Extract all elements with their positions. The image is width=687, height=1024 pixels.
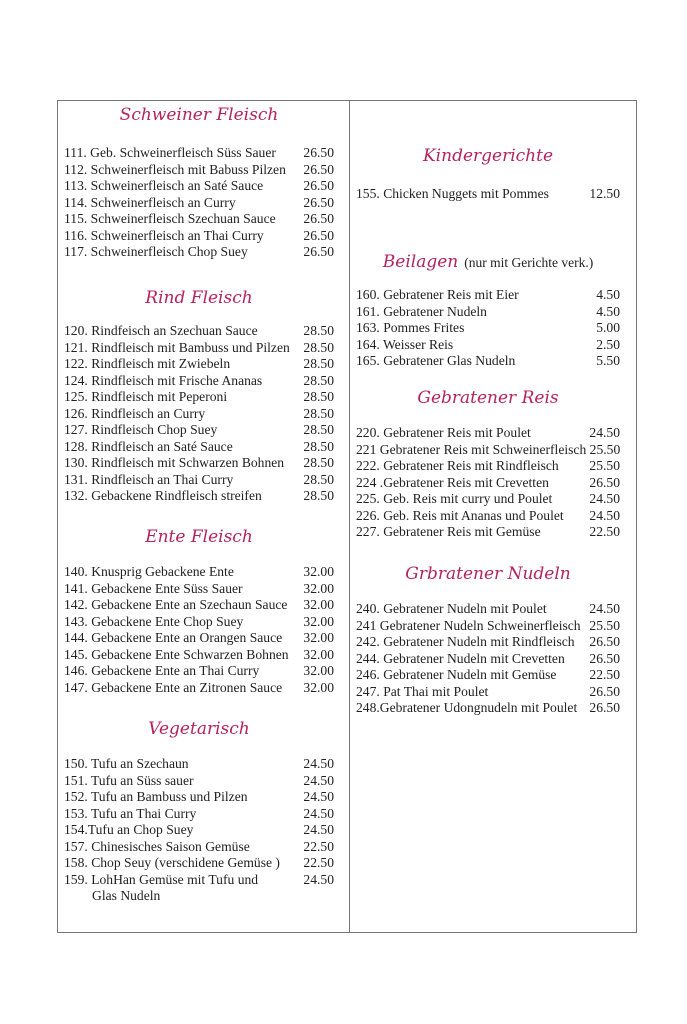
menu-item bbox=[64, 680, 334, 697]
section-title: Kindergerichte bbox=[422, 146, 554, 166]
menu-item bbox=[64, 614, 334, 631]
menu-item bbox=[356, 618, 620, 635]
item-name: 222. Gebratener Reis mit Rindfleisch bbox=[356, 458, 559, 473]
section-heading bbox=[64, 525, 334, 549]
menu-item bbox=[64, 228, 334, 245]
menu-item bbox=[356, 667, 620, 684]
item-name: 248.Gebratener Udongnudeln mit Poulet bbox=[356, 700, 578, 715]
menu-item bbox=[64, 806, 334, 823]
item-list bbox=[64, 145, 334, 261]
item-name: 226. Geb. Reis mit Ananas und Poulet bbox=[356, 507, 564, 523]
menu-item bbox=[64, 789, 334, 806]
menu-item bbox=[64, 439, 334, 456]
item-name: 221 Gebratener Reis mit Schweinerfleisch bbox=[356, 441, 587, 457]
item-price: 32.00 bbox=[303, 613, 334, 629]
menu-item bbox=[64, 178, 334, 195]
menu-item bbox=[64, 162, 334, 179]
section-heading bbox=[356, 250, 620, 274]
menu-item bbox=[64, 855, 334, 872]
item-name: 163. Pommes Frites bbox=[356, 320, 465, 335]
item-name: 121. Rindfleisch mit Bambuss und Pilzen bbox=[64, 339, 290, 355]
item-name: 128. Rindfleisch an Saté Sauce bbox=[64, 438, 233, 454]
item-name: 144. Gebackene Ente an Orangen Sauce bbox=[64, 630, 283, 645]
section-title: Ente Fleisch bbox=[145, 527, 253, 547]
section-title: Beilagen bbox=[382, 252, 459, 272]
item-name: 150. Tufu an Szechaun bbox=[64, 756, 189, 771]
item-name: 115. Schweinerfleisch Szechuan Sauce bbox=[64, 211, 276, 226]
item-price: 26.50 bbox=[303, 178, 334, 193]
menu-item bbox=[64, 888, 334, 905]
item-list bbox=[356, 186, 620, 203]
item-price: 24.50 bbox=[303, 822, 334, 837]
item-price: 22.50 bbox=[589, 667, 620, 682]
item-price: 24.50 bbox=[303, 871, 334, 887]
section-ente bbox=[64, 525, 334, 696]
item-price: 24.50 bbox=[589, 601, 620, 616]
menu-item bbox=[64, 323, 334, 340]
menu-item bbox=[356, 320, 620, 337]
column-divider bbox=[349, 100, 350, 933]
menu-item bbox=[64, 211, 334, 228]
item-price: 26.50 bbox=[303, 244, 334, 259]
section-beilagen bbox=[356, 250, 620, 370]
item-price: 32.00 bbox=[303, 580, 334, 596]
menu-item bbox=[64, 488, 334, 505]
section-rind bbox=[64, 286, 334, 505]
item-name: 112. Schweinerfleisch mit Babuss Pilzen bbox=[64, 161, 286, 177]
menu-item bbox=[64, 822, 334, 839]
item-price: 5.50 bbox=[596, 353, 620, 368]
menu-item bbox=[356, 684, 620, 701]
menu-item bbox=[64, 630, 334, 647]
section-title: Schweiner Fleisch bbox=[119, 105, 279, 125]
item-name: 159. LohHan Gemüse mit Tufu und bbox=[64, 871, 259, 887]
item-price: 24.50 bbox=[303, 756, 334, 771]
menu-item bbox=[64, 663, 334, 680]
item-list bbox=[356, 601, 620, 717]
menu-item bbox=[356, 287, 620, 304]
item-name: 111. Geb. Schweinerfleisch Süss Sauer bbox=[64, 145, 276, 160]
section-title: Gebratener Reis bbox=[417, 388, 559, 408]
item-name: 125. Rindfleisch mit Peperoni bbox=[64, 389, 228, 404]
menu-item bbox=[64, 422, 334, 439]
item-price: 25.50 bbox=[589, 617, 620, 633]
item-price: 32.00 bbox=[303, 646, 334, 662]
menu-item bbox=[356, 186, 620, 203]
item-name: 244. Gebratener Nudeln mit Crevetten bbox=[356, 650, 565, 666]
item-price: 26.50 bbox=[303, 194, 334, 210]
menu-item bbox=[356, 458, 620, 475]
menu-item bbox=[64, 145, 334, 162]
item-price: 2.50 bbox=[596, 336, 620, 352]
section-reis bbox=[356, 386, 620, 541]
menu-item bbox=[356, 425, 620, 442]
menu-item bbox=[356, 304, 620, 321]
item-price bbox=[300, 888, 334, 905]
menu-item bbox=[64, 455, 334, 472]
item-price: 28.50 bbox=[303, 488, 334, 503]
section-heading bbox=[356, 562, 620, 586]
item-price: 4.50 bbox=[596, 303, 620, 319]
item-name: 164. Weisser Reis bbox=[356, 336, 454, 352]
item-name: 145. Gebackene Ente Schwarzen Bohnen bbox=[64, 646, 289, 662]
menu-item bbox=[356, 524, 620, 541]
menu-item bbox=[356, 634, 620, 651]
menu-item bbox=[64, 581, 334, 598]
item-list bbox=[64, 756, 334, 905]
section-title: Grbratener Nudeln bbox=[405, 564, 571, 584]
item-name: 225. Geb. Reis mit curry und Poulet bbox=[356, 491, 553, 506]
item-price: 26.50 bbox=[303, 227, 334, 243]
item-price: 25.50 bbox=[589, 441, 621, 457]
item-price: 22.50 bbox=[303, 838, 334, 854]
item-name: 132. Gebackene Rindfleisch streifen bbox=[64, 488, 262, 503]
item-price: 12.50 bbox=[589, 186, 620, 201]
item-name: 124. Rindfleisch mit Frische Ananas bbox=[64, 372, 263, 388]
item-price: 22.50 bbox=[589, 524, 620, 539]
item-name: 114. Schweinerfleisch an Curry bbox=[64, 194, 236, 210]
item-name: 165. Gebratener Glas Nudeln bbox=[356, 353, 516, 368]
item-price: 28.50 bbox=[303, 372, 334, 388]
menu-item bbox=[64, 389, 334, 406]
item-price: 28.50 bbox=[303, 323, 334, 338]
section-note: (nur mit Gerichte verk.) bbox=[464, 255, 594, 270]
section-kinder bbox=[356, 144, 620, 203]
item-name: 158. Chop Seuy (verschidene Gemüse ) bbox=[64, 855, 280, 870]
item-name: 127. Rindfleisch Chop Suey bbox=[64, 422, 218, 437]
item-name: Glas Nudeln bbox=[92, 888, 161, 903]
item-name: 147. Gebackene Ente an Zitronen Sauce bbox=[64, 679, 283, 695]
item-price: 24.50 bbox=[303, 805, 334, 821]
item-name: 155. Chicken Nuggets mit Pommes bbox=[356, 186, 549, 201]
item-price: 4.50 bbox=[596, 287, 620, 302]
menu-item bbox=[64, 340, 334, 357]
item-name: 227. Gebratener Reis mit Gemüse bbox=[356, 524, 541, 539]
item-price: 32.00 bbox=[303, 663, 334, 678]
item-name: 131. Rindfleisch an Thai Curry bbox=[64, 471, 234, 487]
menu-item bbox=[356, 491, 620, 508]
item-name: 113. Schweinerfleisch an Saté Sauce bbox=[64, 178, 264, 193]
menu-item bbox=[356, 442, 620, 459]
menu-item bbox=[356, 700, 620, 717]
item-price: 22.50 bbox=[303, 855, 334, 870]
item-name: 161. Gebratener Nudeln bbox=[356, 303, 487, 319]
menu-item bbox=[64, 839, 334, 856]
item-price: 28.50 bbox=[303, 339, 334, 355]
item-price: 24.50 bbox=[589, 507, 620, 523]
item-name: 143. Gebackene Ente Chop Suey bbox=[64, 613, 244, 629]
section-heading bbox=[64, 717, 334, 741]
item-name: 157. Chinesisches Saison Gemüse bbox=[64, 838, 250, 854]
menu-item bbox=[64, 647, 334, 664]
menu-item bbox=[64, 356, 334, 373]
menu-item bbox=[356, 353, 620, 370]
item-name: 130. Rindfleisch mit Schwarzen Bohnen bbox=[64, 455, 285, 470]
item-price: 28.50 bbox=[303, 455, 334, 470]
item-price: 32.00 bbox=[303, 564, 334, 579]
item-name: 247. Pat Thai mit Poulet bbox=[356, 683, 489, 699]
menu-item bbox=[64, 373, 334, 390]
item-name: 224 .Gebratener Reis mit Crevetten bbox=[356, 474, 549, 490]
item-name: 240. Gebratener Nudeln mit Poulet bbox=[356, 601, 547, 616]
item-name: 116. Schweinerfleisch an Thai Curry bbox=[64, 227, 264, 243]
menu-item bbox=[64, 872, 334, 889]
item-price: 26.50 bbox=[303, 145, 334, 160]
section-schweiner bbox=[64, 103, 334, 261]
item-list bbox=[64, 564, 334, 696]
menu-item bbox=[356, 337, 620, 354]
item-name: 126. Rindfleisch an Curry bbox=[64, 405, 206, 421]
menu-item bbox=[64, 195, 334, 212]
item-price: 26.50 bbox=[589, 474, 620, 490]
menu-item bbox=[64, 406, 334, 423]
item-price: 24.50 bbox=[303, 789, 334, 804]
section-title: Rind Fleisch bbox=[145, 288, 253, 308]
item-name: 153. Tufu an Thai Curry bbox=[64, 805, 197, 821]
item-name: 146. Gebackene Ente an Thai Curry bbox=[64, 663, 260, 678]
item-name: 154.Tufu an Chop Suey bbox=[64, 822, 194, 837]
item-name: 120. Rindfeisch an Szechuan Sauce bbox=[64, 323, 258, 338]
item-price: 24.50 bbox=[589, 491, 620, 506]
item-price: 26.50 bbox=[589, 700, 620, 715]
item-price: 26.50 bbox=[589, 683, 620, 699]
item-price: 25.50 bbox=[589, 458, 620, 473]
item-price: 28.50 bbox=[303, 389, 334, 404]
section-vegetarisch bbox=[64, 717, 334, 905]
item-price: 5.00 bbox=[596, 320, 620, 335]
section-heading bbox=[64, 103, 334, 127]
menu-item bbox=[356, 475, 620, 492]
item-price: 24.50 bbox=[589, 425, 620, 440]
item-price: 26.50 bbox=[589, 650, 620, 666]
item-price: 32.00 bbox=[303, 630, 334, 645]
item-list bbox=[356, 287, 620, 370]
item-price: 28.50 bbox=[303, 422, 334, 437]
item-price: 28.50 bbox=[303, 438, 334, 454]
section-title: Vegetarisch bbox=[148, 719, 250, 739]
item-list bbox=[356, 425, 620, 541]
menu-item bbox=[64, 564, 334, 581]
item-name: 142. Gebackene Ente an Szechaun Sauce bbox=[64, 597, 288, 612]
item-name: 152. Tufu an Bambuss und Pilzen bbox=[64, 789, 248, 804]
item-name: 141. Gebackene Ente Süss Sauer bbox=[64, 580, 243, 596]
section-nudeln bbox=[356, 562, 620, 717]
item-list bbox=[64, 323, 334, 505]
item-price: 28.50 bbox=[303, 356, 334, 371]
menu-item bbox=[64, 597, 334, 614]
menu-item bbox=[64, 244, 334, 261]
item-name: 151. Tufu an Süss sauer bbox=[64, 772, 194, 788]
item-price: 28.50 bbox=[303, 471, 334, 487]
menu-item bbox=[356, 651, 620, 668]
item-price: 32.00 bbox=[303, 679, 334, 695]
item-price: 28.50 bbox=[303, 405, 334, 421]
section-heading bbox=[64, 286, 334, 310]
item-price: 26.50 bbox=[303, 161, 334, 177]
menu-item bbox=[64, 472, 334, 489]
item-name: 160. Gebratener Reis mit Eier bbox=[356, 287, 519, 302]
item-name: 242. Gebratener Nudeln mit Rindfleisch bbox=[356, 634, 575, 649]
item-name: 241 Gebratener Nudeln Schweinerfleisch bbox=[356, 617, 581, 633]
item-price: 26.50 bbox=[589, 634, 620, 649]
item-price: 32.00 bbox=[303, 597, 334, 612]
section-heading bbox=[356, 144, 620, 168]
menu-item bbox=[64, 756, 334, 773]
menu-item bbox=[64, 773, 334, 790]
item-name: 122. Rindfleisch mit Zwiebeln bbox=[64, 356, 231, 371]
item-name: 140. Knusprig Gebackene Ente bbox=[64, 564, 234, 579]
item-name: 220. Gebratener Reis mit Poulet bbox=[356, 425, 531, 440]
item-price: 26.50 bbox=[303, 211, 334, 226]
menu-item bbox=[356, 601, 620, 618]
item-name: 246. Gebratener Nudeln mit Gemüse bbox=[356, 667, 557, 682]
item-price: 24.50 bbox=[303, 772, 334, 788]
section-heading bbox=[356, 386, 620, 410]
item-name: 117. Schweinerfleisch Chop Suey bbox=[64, 244, 248, 259]
menu-item bbox=[356, 508, 620, 525]
